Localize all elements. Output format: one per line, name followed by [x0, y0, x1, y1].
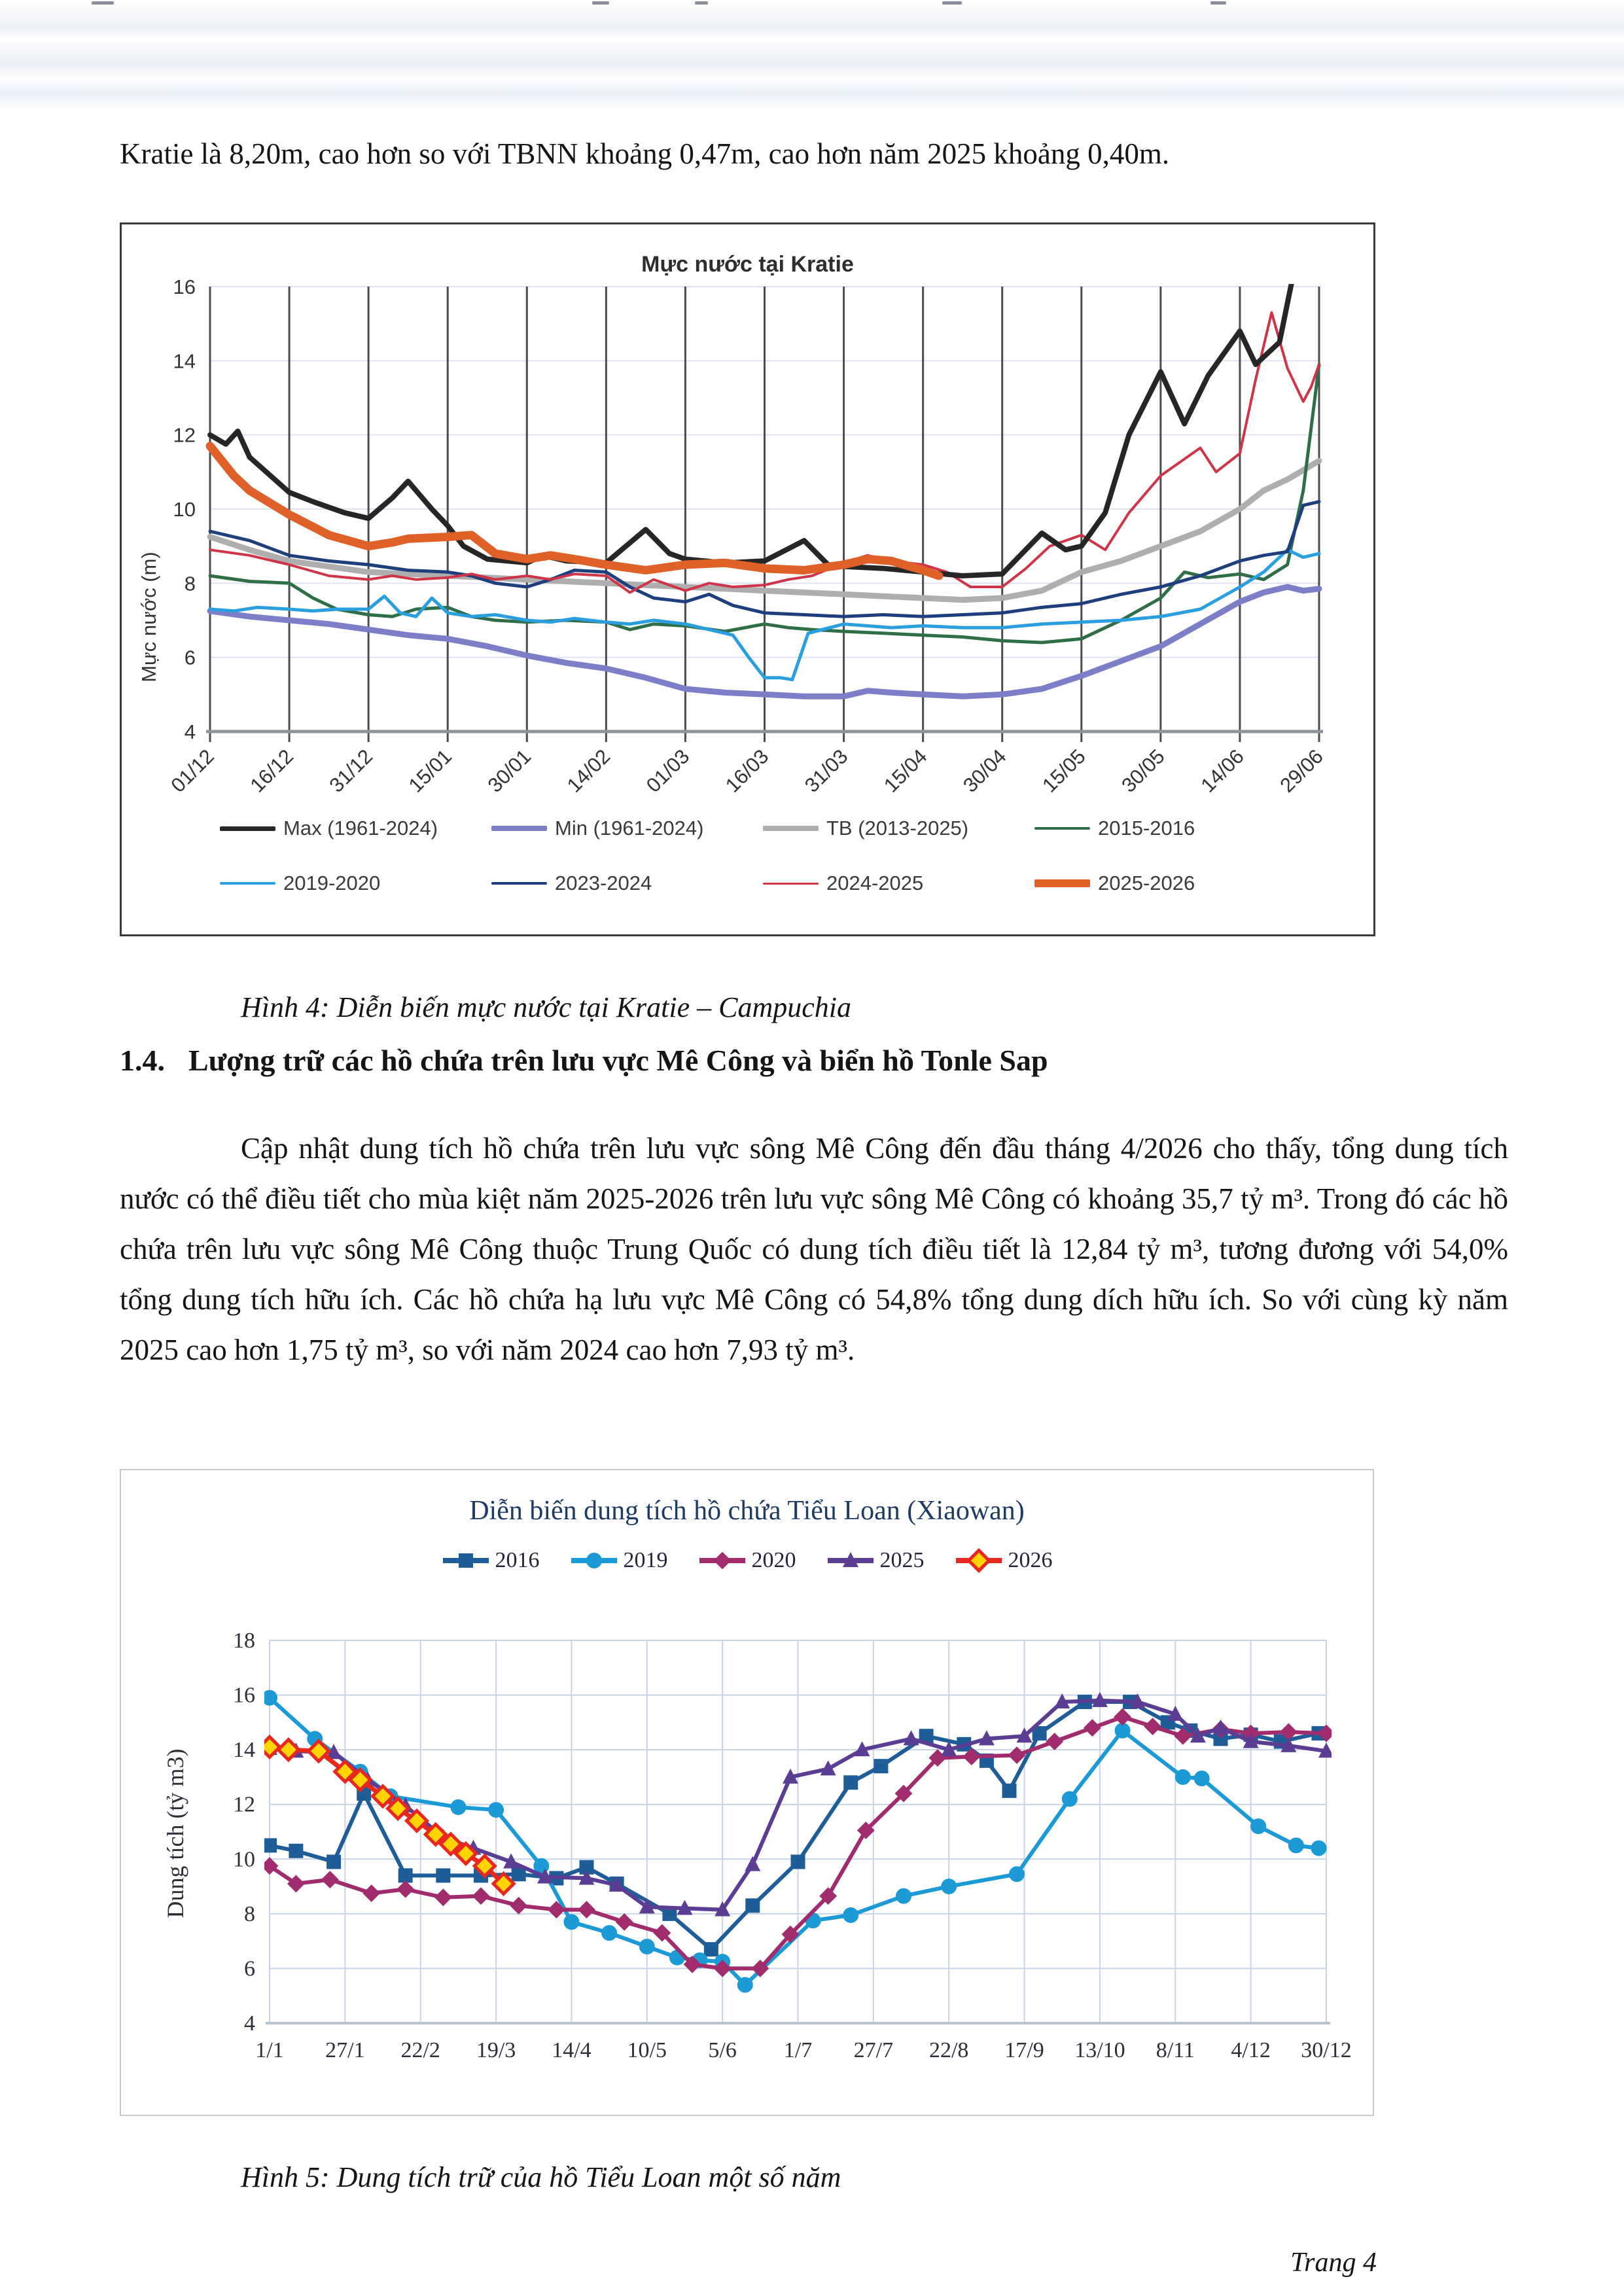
svg-text:8: 8 — [184, 572, 196, 595]
svg-text:13/10: 13/10 — [1074, 2038, 1125, 2062]
svg-text:16/12: 16/12 — [245, 745, 298, 797]
svg-text:29/06: 29/06 — [1275, 745, 1328, 797]
figure4-legend — [220, 817, 1319, 895]
figure5-chart-title: Diễn biến dung tích hồ chứa Tiểu Loan (Xiaowan) — [469, 1496, 1025, 1526]
svg-text:1/1: 1/1 — [255, 2038, 284, 2062]
legend-item-2025 — [826, 1547, 925, 1574]
svg-text:10: 10 — [173, 498, 196, 521]
svg-text:14: 14 — [173, 349, 196, 373]
legend-item-2023-2024 — [491, 872, 763, 895]
legend-label: Max (1961-2024) — [283, 817, 438, 839]
svg-text:19/3: 19/3 — [476, 2038, 516, 2062]
svg-text:30/12: 30/12 — [1301, 2038, 1352, 2062]
svg-text:Dung tích (tỷ m3): Dung tích (tỷ m3) — [162, 1748, 188, 1918]
legend-item-2016 — [442, 1547, 540, 1574]
legend-marker-swatch — [955, 1547, 1003, 1574]
svg-text:1/7: 1/7 — [783, 2038, 813, 2062]
svg-text:27/7: 27/7 — [853, 2038, 894, 2062]
legend-label: 2025-2026 — [1098, 872, 1195, 894]
legend-line-swatch — [220, 882, 275, 885]
legend-item-2020 — [698, 1547, 796, 1574]
svg-text:10/5: 10/5 — [627, 2038, 667, 2062]
svg-text:16: 16 — [173, 275, 196, 298]
kratie-water-level-chart — [122, 224, 1373, 856]
svg-text:31/03: 31/03 — [800, 745, 853, 797]
section-title: Lượng trữ các hồ chứa trên lưu vực Mê Công và biển hồ Tonle Sap — [188, 1044, 1048, 1078]
intro-paragraph: Kratie là 8,20m, cao hơn so với TBNN khoảng 0,47m, cao hơn năm 2025 khoảng 0,40m. — [120, 137, 1170, 170]
svg-text:8: 8 — [244, 1901, 255, 1926]
svg-text:01/12: 01/12 — [166, 745, 219, 797]
legend-line-swatch — [491, 826, 547, 831]
svg-text:4: 4 — [184, 720, 196, 743]
legend-item-2025-2026 — [1034, 872, 1306, 895]
legend-label: 2026 — [1008, 1548, 1053, 1572]
legend-label: 2023-2024 — [555, 872, 652, 894]
svg-text:31/12: 31/12 — [325, 745, 378, 797]
svg-text:17/9: 17/9 — [1004, 2038, 1044, 2062]
figure5-legend — [121, 1547, 1373, 1574]
legend-item-2019-2020 — [220, 872, 491, 895]
page-number: Trang 4 — [1290, 2248, 1377, 2278]
svg-text:8/11: 8/11 — [1156, 2038, 1195, 2062]
legend-label: 2020 — [751, 1548, 796, 1572]
svg-text:5/6: 5/6 — [708, 2038, 737, 2062]
section-number: 1.4. — [120, 1044, 165, 1078]
legend-marker-swatch — [826, 1547, 875, 1574]
legend-marker-swatch — [570, 1547, 618, 1574]
scan-artifact-dash — [942, 1, 962, 5]
legend-label: 2016 — [495, 1548, 540, 1572]
svg-text:18: 18 — [233, 1629, 255, 1653]
svg-text:30/04: 30/04 — [959, 745, 1011, 797]
legend-line-swatch — [763, 883, 819, 885]
scan-artifact-dash — [592, 1, 609, 5]
svg-text:14/4: 14/4 — [552, 2038, 591, 2062]
svg-text:14: 14 — [233, 1738, 255, 1763]
body-paragraph: Cập nhật dung tích hồ chứa trên lưu vực sông Mê Công đến đầu tháng 4/2026 cho thấy, tổng dung tích nước có thể điều tiết cho mùa kiệt năm 2025-2026 trên lưu vực sông Mê Công có khoảng 35,7 tỷ m³. Trong đó các hồ chứa trên lưu vực sông Mê Công thuộc Trung Quốc có dung tích điều tiết là 12,84 tỷ m³, tương đương với 54,0% tổng dung tích hữu ích. Các hồ chứa hạ lưu vực Mê Công có 54,8% tổng dung dích hữu ích. So với cùng kỳ năm 2025 cao hơn 1,75 tỷ m³, so với năm 2024 cao hơn 7,93 tỷ m³. — [120, 1132, 1508, 1366]
svg-text:16/03: 16/03 — [720, 745, 773, 797]
legend-item-2026 — [955, 1547, 1053, 1574]
legend-line-swatch — [491, 882, 547, 885]
svg-text:Mực nước (m): Mực nước (m) — [137, 552, 160, 682]
svg-text:12: 12 — [173, 423, 196, 447]
figure5-caption: Hình 5: Dung tích trữ của hồ Tiểu Loan một số năm — [241, 2161, 841, 2193]
svg-text:22/8: 22/8 — [928, 2038, 969, 2062]
legend-line-swatch — [220, 826, 275, 831]
legend-line-swatch — [763, 826, 819, 831]
svg-text:22/2: 22/2 — [400, 2038, 440, 2062]
legend-item-tb-2013-2025- — [763, 817, 1034, 840]
figure4-chart-title: Mực nước tại Kratie — [641, 252, 854, 277]
svg-text:01/03: 01/03 — [641, 745, 694, 797]
legend-marker-swatch — [442, 1547, 490, 1574]
scan-artifact-band — [0, 0, 1624, 115]
svg-text:4/12: 4/12 — [1231, 2038, 1271, 2062]
svg-text:30/01: 30/01 — [483, 745, 536, 797]
svg-text:15/04: 15/04 — [879, 745, 932, 797]
legend-label: Min (1961-2024) — [555, 817, 704, 839]
legend-line-swatch — [1034, 879, 1090, 887]
svg-text:27/1: 27/1 — [325, 2038, 365, 2062]
svg-text:12: 12 — [233, 1792, 255, 1817]
section-heading — [120, 1043, 1508, 1078]
legend-item-2015-2016 — [1034, 817, 1306, 840]
scan-artifact-dash — [695, 1, 708, 5]
legend-label: 2024-2025 — [826, 872, 924, 894]
svg-text:30/05: 30/05 — [1117, 745, 1169, 797]
scan-artifact-dash — [1210, 1, 1226, 5]
figure4-caption: Hình 4: Diễn biến mực nước tại Kratie – Campuchia — [241, 991, 852, 1023]
legend-label: 2019 — [623, 1548, 668, 1572]
legend-label: TB (2013-2025) — [826, 817, 969, 839]
svg-text:10: 10 — [233, 1847, 255, 1872]
svg-text:16: 16 — [233, 1683, 255, 1708]
legend-marker-swatch — [698, 1547, 747, 1574]
xiaowan-reservoir-chart — [121, 1591, 1373, 2115]
svg-text:15/05: 15/05 — [1038, 745, 1090, 797]
svg-text:14/02: 14/02 — [562, 745, 615, 797]
svg-text:14/06: 14/06 — [1196, 745, 1248, 797]
svg-text:4: 4 — [244, 2011, 255, 2036]
legend-item-2019 — [570, 1547, 668, 1574]
svg-text:6: 6 — [184, 646, 196, 669]
svg-text:6: 6 — [244, 1956, 255, 1981]
legend-item-max-1961-2024- — [220, 817, 491, 840]
legend-label: 2025 — [879, 1548, 925, 1572]
legend-item-min-1961-2024- — [491, 817, 763, 840]
figure4-water-level-chart — [120, 222, 1375, 936]
figure5-reservoir-chart — [120, 1469, 1374, 2116]
legend-line-swatch — [1034, 827, 1090, 830]
legend-label: 2015-2016 — [1098, 817, 1195, 839]
legend-label: 2019-2020 — [283, 872, 381, 894]
svg-text:15/01: 15/01 — [404, 745, 457, 797]
legend-item-2024-2025 — [763, 872, 1034, 895]
scan-artifact-dash — [92, 1, 114, 5]
